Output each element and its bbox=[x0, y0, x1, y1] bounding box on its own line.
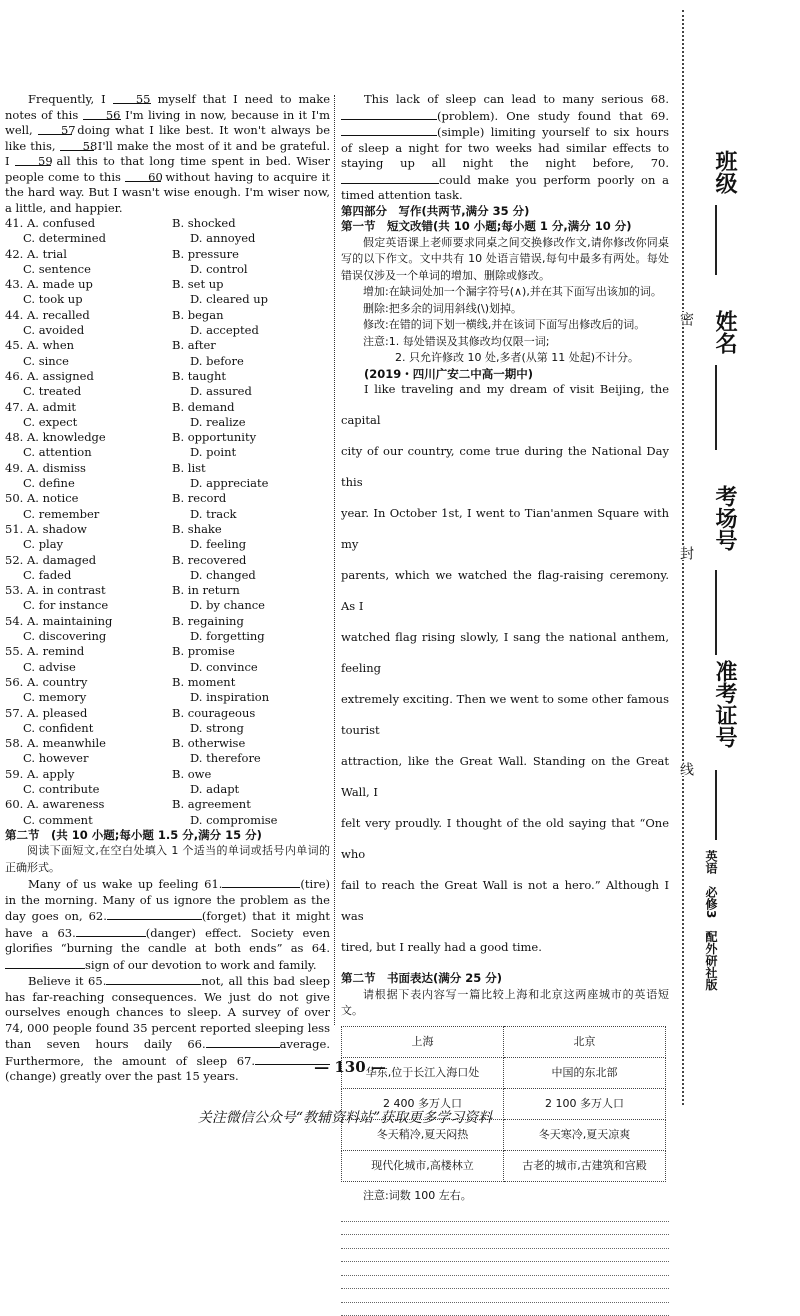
comparison-table bbox=[341, 1026, 666, 1182]
option-row: C. took up D. cleared up bbox=[23, 292, 268, 307]
cloze-options bbox=[5, 216, 330, 828]
option-row: 59. A. apply B. owe bbox=[5, 766, 212, 781]
option-row: C. however D. therefore bbox=[23, 751, 261, 766]
option-row: C. avoided D. accepted bbox=[23, 323, 259, 338]
option-row: C. comment D. compromise bbox=[23, 812, 278, 827]
option-row: C. attention D. point bbox=[23, 445, 237, 460]
modify-rule: 修改:在错的词下划一横线,并在该词下面写出修改后的词。 bbox=[363, 318, 646, 331]
seal-mark: 密 bbox=[678, 312, 694, 326]
option-row: C. discovering D. forgetting bbox=[23, 629, 265, 644]
option-row: 52. A. damaged B. recovered bbox=[5, 552, 247, 567]
correction-title: 第一节 短文改错(共 10 小题;每小题 1 分,满分 10 分) bbox=[341, 219, 632, 233]
option-row: C. play D. feeling bbox=[23, 537, 247, 552]
essay-line: parents, which we watched the flag-raising ceremony. As I bbox=[341, 568, 669, 613]
option-row: 54. A. maintaining B. regaining bbox=[5, 613, 244, 628]
header-shanghai: 上海 bbox=[342, 1026, 504, 1057]
right-column bbox=[341, 92, 669, 1316]
option-row: C. confident D. strong bbox=[23, 720, 244, 735]
option-row: C. advise D. convince bbox=[23, 659, 258, 674]
essay-line: watched flag rising slowly, I sang the national anthem, feeling bbox=[341, 630, 669, 675]
option-row: 51. A. shadow B. shake bbox=[5, 521, 222, 536]
option-row: 43. A. made up B. set up bbox=[5, 277, 224, 292]
book-label: 英语 必修3 配外研社版 bbox=[704, 850, 718, 991]
part4-title: 第四部分 写作(共两节,满分 35 分) bbox=[341, 203, 530, 218]
fill-paragraph-3: This lack of sleep can lead to many serious 68.(problem). One study found that 69.(simple) limiting yourself to six hours of sleep a night for two weeks had similar effects to staying up all night the night before, 70.could make you perform poorly on a timed attention task. bbox=[341, 92, 669, 202]
table-row: 现代化城市,高楼林立 古老的城市,古建筑和宫殿 bbox=[342, 1150, 666, 1181]
essay-line: year. In October 1st, I went to Tian'anmen Square with my bbox=[341, 506, 669, 551]
essay-line: tired, but I really had a good time. bbox=[341, 940, 542, 954]
option-row: C. remember D. track bbox=[23, 506, 237, 521]
correction-instructions: 假定英语课上老师要求同桌之间交换修改作文,请你修改你同桌写的以下作文。文中共有 10 处语言错误,每句中最多有两处。每处错误仅涉及一个单词的增加、删除或修改。 bbox=[341, 235, 669, 282]
option-row: C. treated D. assured bbox=[23, 384, 252, 399]
feng-mark: 封 bbox=[678, 546, 694, 560]
option-row: C. expect D. realize bbox=[23, 414, 246, 429]
word-limit-note: 注意:词数 100 左右。 bbox=[363, 1188, 472, 1202]
note-2: 2. 只允许修改 10 处,多者(从第 11 处起)不计分。 bbox=[395, 351, 640, 364]
xian-mark: 线 bbox=[678, 762, 694, 776]
note-1: 注意:1. 每处错误及其修改均仅限一词; bbox=[363, 334, 550, 348]
option-row: C. since D. before bbox=[23, 353, 244, 368]
delete-rule: 删除:把多余的词用斜线(\)划掉。 bbox=[363, 301, 522, 315]
column-divider bbox=[334, 95, 335, 1025]
option-row: 60. A. awareness B. agreement bbox=[5, 797, 251, 812]
option-row: 47. A. admit B. demand bbox=[5, 399, 235, 414]
option-row: C. for instance D. by chance bbox=[23, 598, 265, 613]
table-row: 华东,位于长江入海口处 中国的东北部 bbox=[342, 1057, 666, 1088]
option-row: C. memory D. inspiration bbox=[23, 690, 270, 705]
name-field[interactable] bbox=[715, 365, 717, 450]
option-row: 55. A. remind B. promise bbox=[5, 644, 235, 659]
fill-paragraph-2: Believe it 65. not, all this bad sleep has far-reaching consequences. We just do not give ourselves enough chances to sleep. A survey of over 74, 000 people found 35 percent reported sleeping less than seven hours daily 66. average. Furthermore, the amount of sleep 67.(change) greatly over the past 15 years. bbox=[5, 974, 330, 1084]
option-row: 46. A. assigned B. taught bbox=[5, 368, 227, 383]
option-row: 56. A. country B. moment bbox=[5, 674, 236, 689]
class-label: 班级 bbox=[712, 150, 737, 194]
option-row: 50. A. notice B. record bbox=[5, 491, 227, 506]
essay-line: city of our country, come true during the National Day this bbox=[341, 444, 669, 489]
option-row: 44. A. recalled B. began bbox=[5, 307, 224, 322]
table-row: 冬天稍冷,夏天闷热 冬天寒冷,夏天凉爽 bbox=[342, 1119, 666, 1150]
essay-line: I like traveling and my dream of visit Beijing, the capital bbox=[341, 382, 669, 427]
left-column bbox=[5, 92, 330, 1085]
section2-title: 第二节 (共 10 小题;每小题 1.5 分,满分 15 分) bbox=[5, 827, 262, 842]
id-field[interactable] bbox=[715, 770, 717, 840]
room-field[interactable] bbox=[715, 570, 717, 655]
essay-line: felt very proudly. I thought of the old saying that “One who bbox=[341, 816, 669, 861]
page-number: — 130 — bbox=[314, 1058, 386, 1076]
table-row: 2 400 多万人口 2 100 多万人口 bbox=[342, 1088, 666, 1119]
option-row: C. faded D. changed bbox=[23, 567, 256, 582]
section2-instructions: 阅读下面短文,在空白处填入 1 个适当的单词或括号内单词的正确形式。 bbox=[5, 844, 330, 874]
correction-essay bbox=[341, 374, 669, 963]
source-label: (2019・四川广安二中高一期中) bbox=[364, 366, 534, 381]
add-rule: 增加:在缺词处加一个漏字符号(∧),并在其下面写出该加的词。 bbox=[363, 285, 662, 298]
binding-margin bbox=[682, 0, 800, 1140]
table-header-row bbox=[342, 1026, 666, 1057]
option-row: 41. A. confused B. shocked bbox=[5, 216, 236, 230]
footer-note: 关注微信公众号“教辅资料站”获取更多学习资料 bbox=[197, 1110, 493, 1126]
essay-line: extremely exciting. Then we went to some other famous tourist bbox=[341, 692, 669, 737]
fill-paragraph-1: Many of us wake up feeling 61. (tire) in the morning. Many of us ignore the problem as the day goes on, 62. (forget) that it might have a 63. (danger) effect. Society even glorifies “burning the candle at both ends” as 64.sign of our devotion to work and family. bbox=[5, 877, 331, 972]
option-row: C. define D. appreciate bbox=[23, 476, 269, 491]
option-row: C. determined D. annoyed bbox=[23, 231, 256, 246]
option-row: C. contribute D. adapt bbox=[23, 781, 240, 796]
name-label: 姓名 bbox=[712, 310, 737, 354]
writing-area[interactable] bbox=[341, 1208, 669, 1316]
room-label: 考场号 bbox=[712, 485, 737, 551]
option-row: 45. A. when B. after bbox=[5, 338, 216, 353]
essay-line: fail to reach the Great Wall is not a hero.” Although I was bbox=[341, 878, 669, 923]
header-beijing: 北京 bbox=[504, 1026, 666, 1057]
option-row: 48. A. knowledge B. opportunity bbox=[5, 430, 257, 445]
writing-title: 第二节 书面表达(满分 25 分) bbox=[341, 971, 503, 985]
class-field[interactable] bbox=[715, 205, 717, 275]
option-row: 53. A. in contrast B. in return bbox=[5, 583, 240, 598]
id-label: 准考证号 bbox=[712, 660, 737, 748]
option-row: 57. A. pleased B. courageous bbox=[5, 705, 256, 720]
option-row: C. sentence D. control bbox=[23, 261, 248, 276]
cloze-passage-end: Frequently, I 55 myself that I need to make notes of this 56 I'm living in now, because in it I'm well, 57 doing what I like best. It won't always be like this, 58 I'll make the most of it and be grateful. I 59 all this to that long time spent in bed. Wiser people come to this 60 without having to acquire it the hard way. But I wasn't wise enough. I'm wiser now, a little, and happier. bbox=[5, 92, 331, 215]
option-row: 49. A. dismiss B. list bbox=[5, 460, 206, 475]
option-row: 58. A. meanwhile B. otherwise bbox=[5, 736, 246, 751]
option-row: 42. A. trial B. pressure bbox=[5, 246, 239, 261]
essay-line: attraction, like the Great Wall. Standing on the Great Wall, I bbox=[341, 754, 669, 799]
writing-instructions: 请根据下表内容写一篇比较上海和北京这两座城市的英语短文。 bbox=[341, 987, 669, 1017]
